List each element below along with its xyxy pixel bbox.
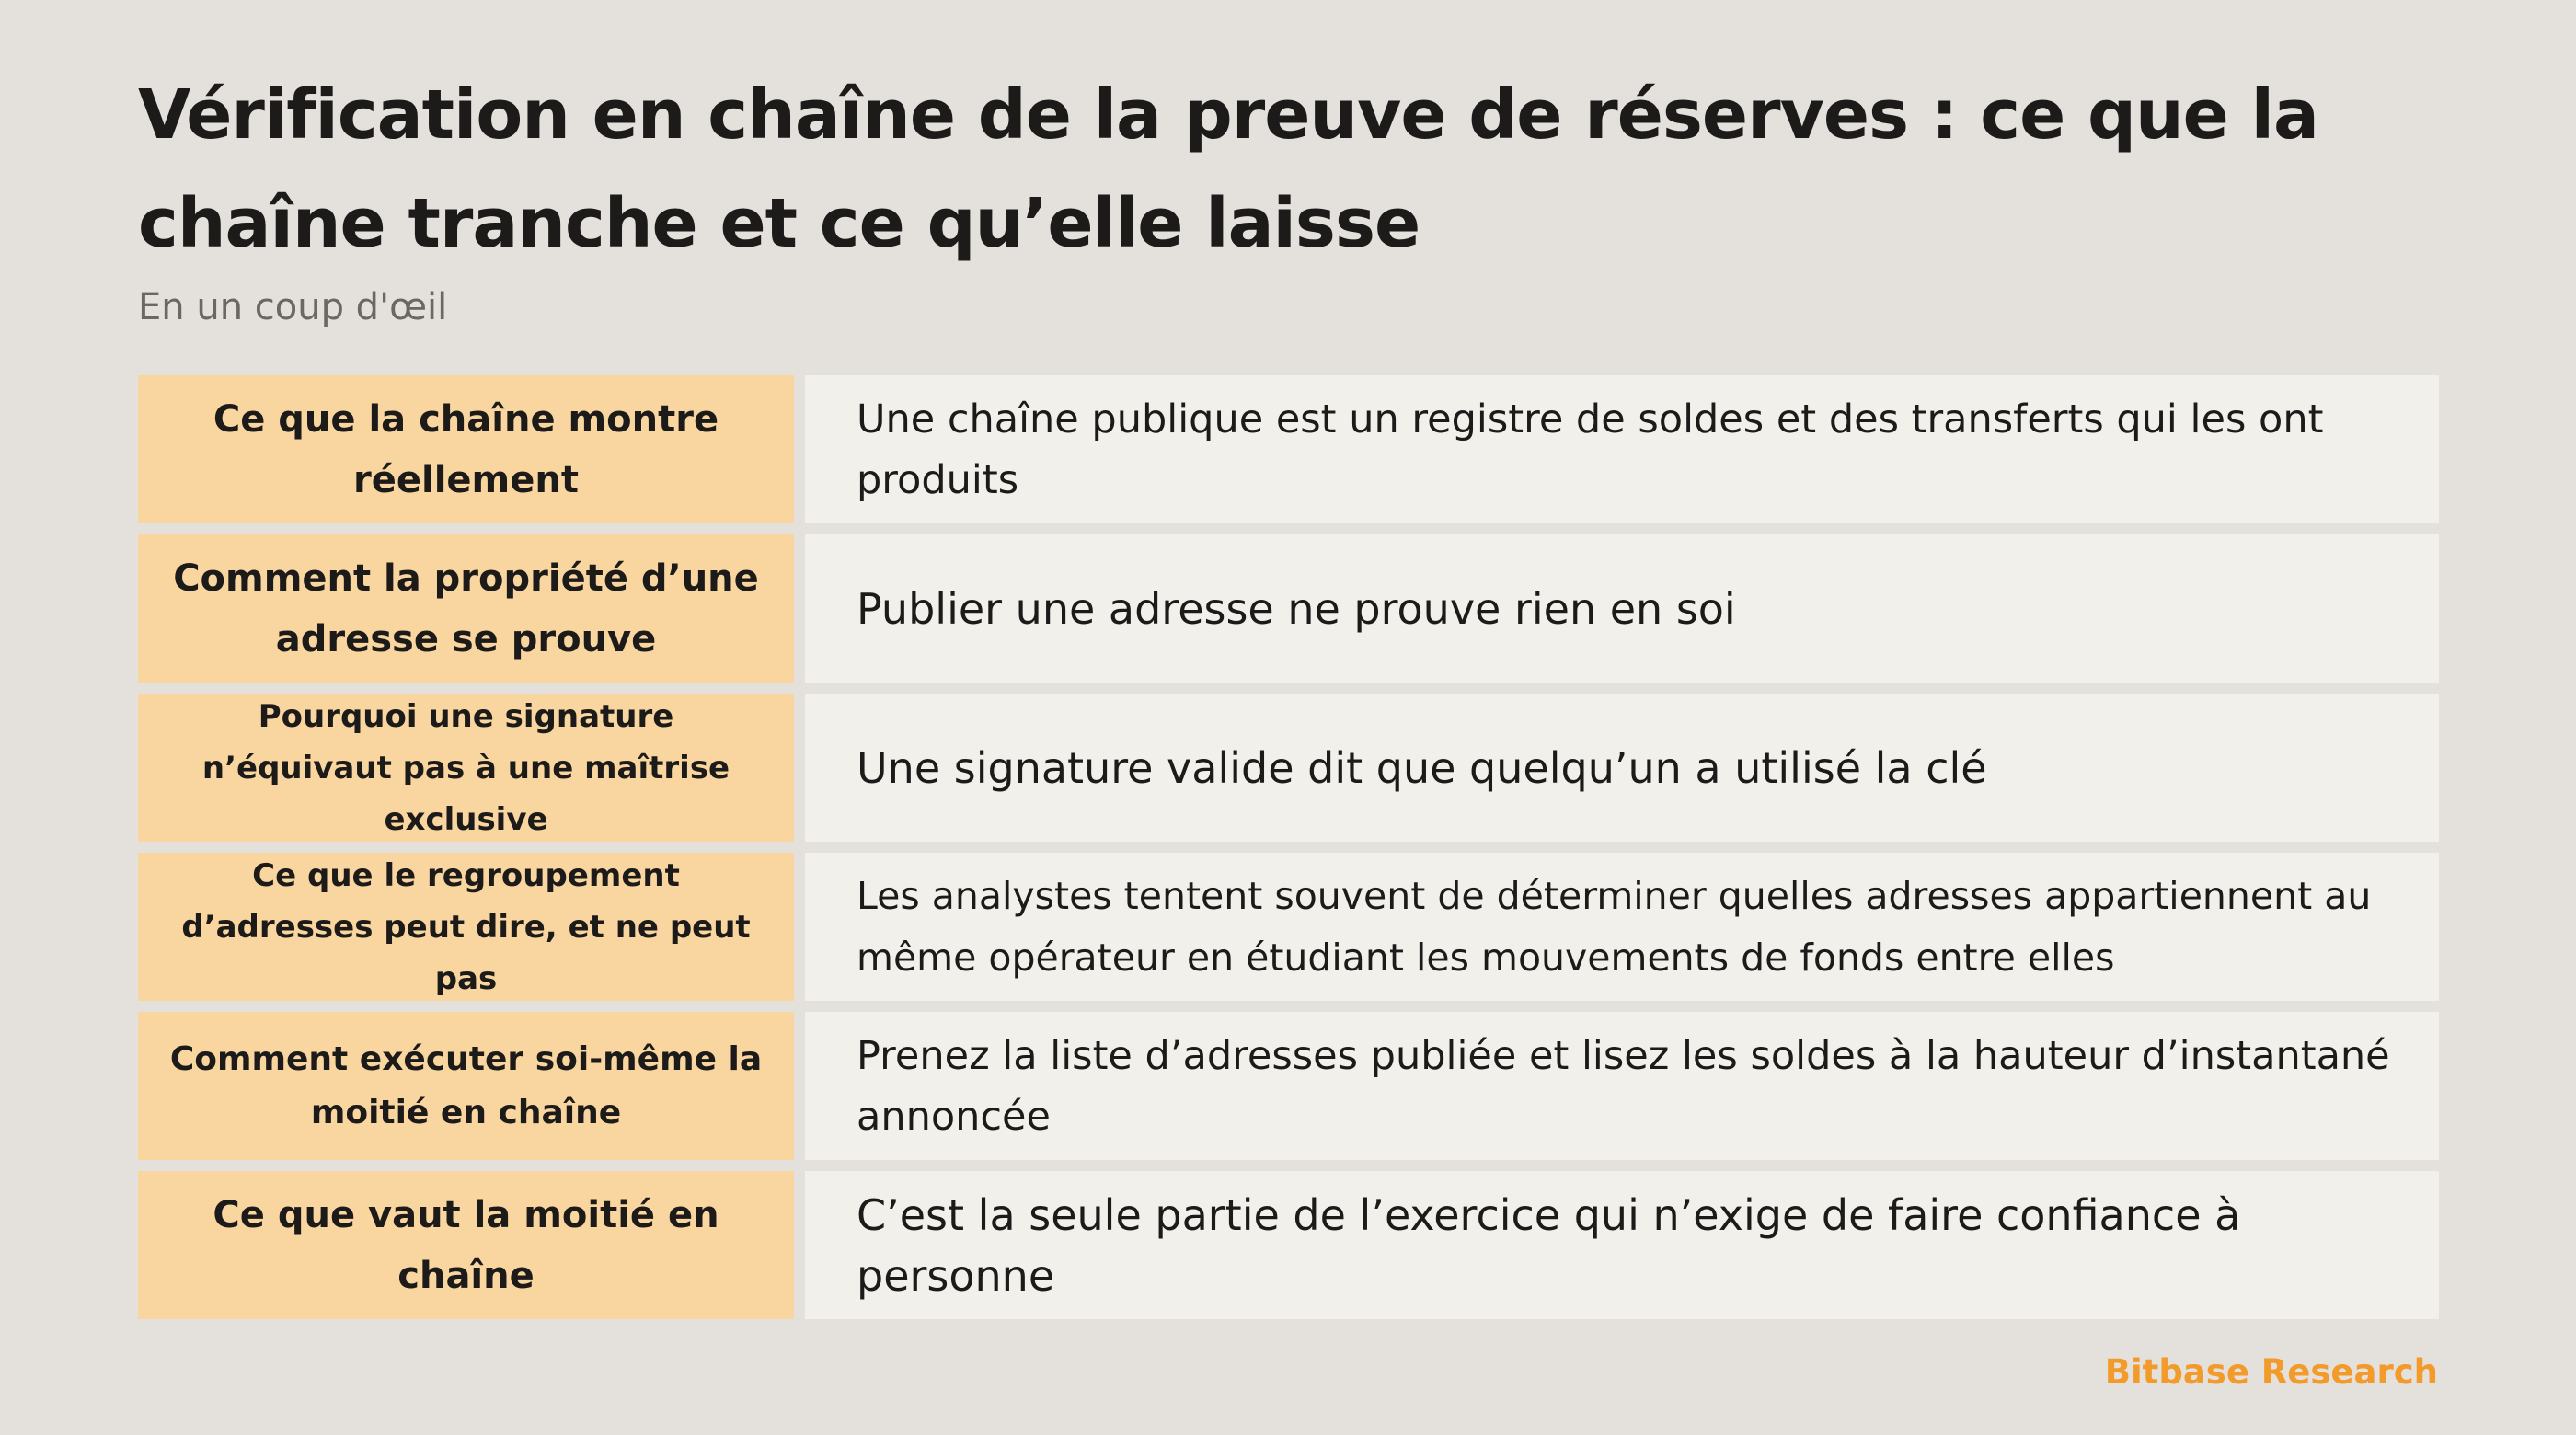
row-value: Une chaîne publique est un registre de soldes et des transferts qui les ont produits (805, 375, 2439, 523)
page-subtitle: En un coup d'œil (138, 286, 448, 328)
row-label: Ce que la chaîne montre réellement (138, 375, 794, 523)
row-value: Une signature valide dit que quelqu’un a utilisé la clé (805, 694, 2439, 842)
row-label: Comment exécuter soi-même la moitié en chaîne (138, 1012, 794, 1160)
row-value: C’est la seule partie de l’exercice qui n’exige de faire confiance à personne (805, 1171, 2439, 1319)
brand-footer: Bitbase Research (2104, 1352, 2438, 1392)
table-row (138, 534, 2439, 683)
summary-table (138, 375, 2439, 1319)
row-value: Prenez la liste d’adresses publiée et lisez les soldes à la hauteur d’instantané annoncée (805, 1012, 2439, 1160)
table-row (138, 853, 2439, 1001)
row-label: Comment la propriété d’une adresse se prouve (138, 534, 794, 683)
table-row (138, 694, 2439, 842)
table-row (138, 375, 2439, 523)
row-value: Publier une adresse ne prouve rien en soi (805, 534, 2439, 683)
page-title: Vérification en chaîne de la preuve de réserves : ce que la chaîne tranche et ce qu’elle laisse (138, 75, 2318, 263)
row-label: Pourquoi une signature n’équivaut pas à une maîtrise exclusive (138, 694, 794, 842)
table-row (138, 1171, 2439, 1319)
table-row (138, 1012, 2439, 1160)
row-label: Ce que vaut la moitié en chaîne (138, 1171, 794, 1319)
row-label: Ce que le regroupement d’adresses peut dire, et ne peut pas (138, 853, 794, 1001)
row-value: Les analystes tentent souvent de déterminer quelles adresses appartiennent au même opérateur en étudiant les mouvements de fonds entre elles (805, 853, 2439, 1001)
